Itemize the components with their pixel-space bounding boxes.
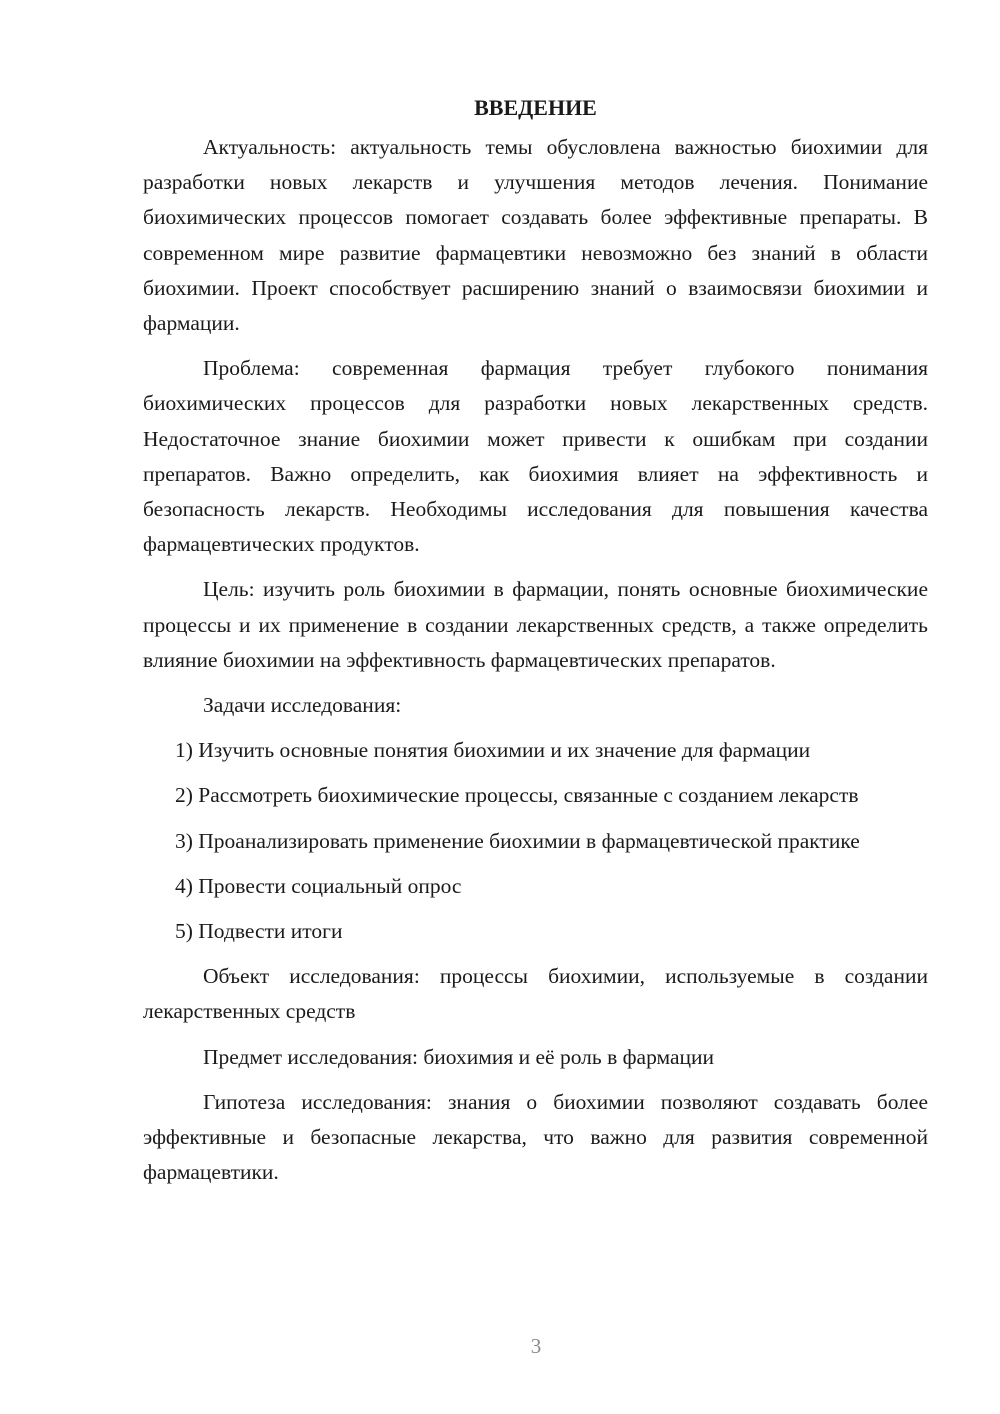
- hypothesis-paragraph: Гипотеза исследования: знания о биохимии позволяют создавать более эффективные и безопасные лекарства, что важно для развития современной фармацевтики.: [143, 1089, 928, 1185]
- list-item: 1) Изучить основные понятия биохимии и их значение для фармации: [175, 738, 811, 763]
- page-title: ВВЕДЕНИЕ: [474, 95, 597, 120]
- list-item: 4) Провести социальный опрос: [175, 873, 462, 898]
- list-item: 3) Проанализировать применение биохимии в фармацевтической практике: [175, 828, 860, 853]
- tasks-heading: Задачи исследования:: [203, 693, 402, 718]
- page-number: 3: [530, 1334, 542, 1358]
- list-item: 2) Рассмотреть биохимические процессы, связанные с созданием лекарств: [175, 783, 859, 808]
- object-paragraph: Объект исследования: процессы биохимии, используемые в создании лекарственных средств: [143, 964, 928, 1024]
- document-page: [143, 92, 928, 1200]
- list-item: 5) Подвести итоги: [175, 919, 343, 944]
- problem-paragraph: Проблема: современная фармация требует глубокого понимания биохимических процессов для разработки новых лекарственных средств. Недостаточное знание биохимии может привести к ошибкам при создании препаратов. Важно определить, как биохимия влияет на эффективность и безопасность лекарств. Необходимы исследования для повышения качества фармацевтических продуктов.: [143, 356, 928, 557]
- goal-paragraph: Цель: изучить роль биохимии в фармации, понять основные биохимические процессы и их применение в создании лекарственных средств, а также определить влияние биохимии на эффективность фармацевтических препаратов.: [143, 577, 928, 672]
- relevance-paragraph: Актуальность: актуальность темы обусловлена важностью биохимии для разработки новых лекарств и улучшения методов лечения. Понимание биохимических процессов помогает создавать более эффективные препараты. В современном мире развитие фармацевтики невозможно без знаний в области биохимии. Проект способствует расширению знаний о взаимосвязи биохимии и фармации.: [143, 135, 928, 336]
- subject-paragraph: Предмет исследования: биохимия и её роль в фармации: [203, 1044, 715, 1069]
- tasks-list: [143, 733, 928, 949]
